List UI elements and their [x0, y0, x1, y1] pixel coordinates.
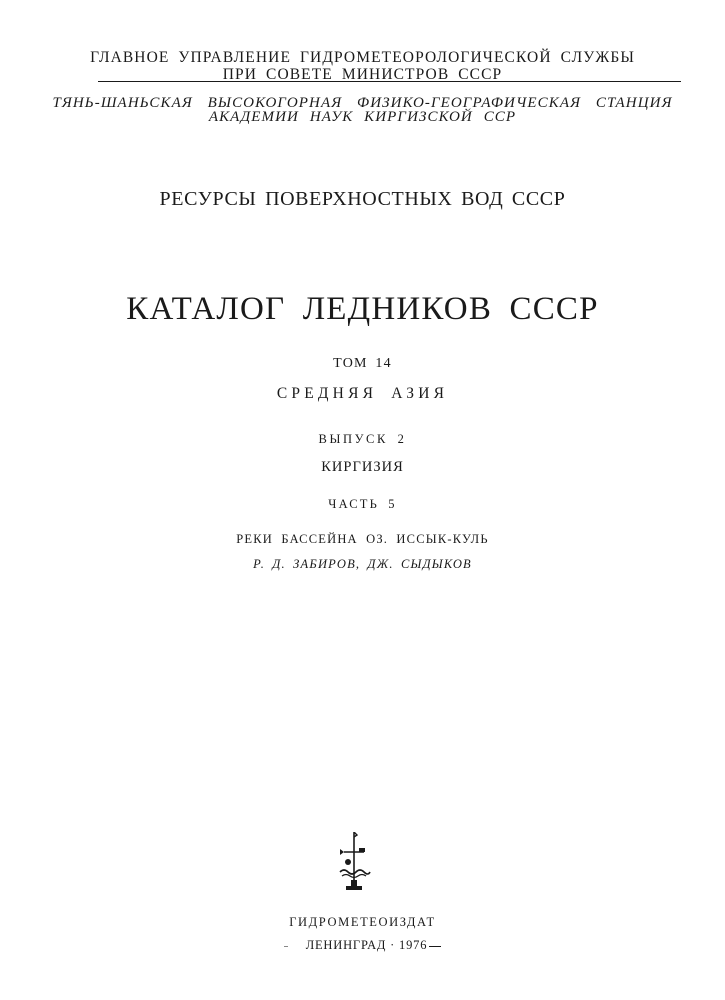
organization-line-2: ПРИ СОВЕТЕ МИНИСТРОВ СССР [222, 66, 503, 83]
region-label: СРЕДНЯЯ АЗИЯ [276, 385, 449, 402]
part-label: ЧАСТЬ 5 [328, 497, 397, 511]
station-line-1: ТЯНЬ-ШАНЬСКАЯ ВЫСОКОГОРНАЯ ФИЗИКО-ГЕОГРАФИЧЕСКАЯ СТАНЦИЯ [52, 95, 673, 111]
underline-mark [429, 946, 441, 947]
main-title: КАТАЛОГ ЛЕДНИКОВ СССР [126, 291, 599, 327]
country-label: КИРГИЗИЯ [321, 459, 404, 475]
city-year-text: ЛЕНИНГРАД · 1976 [305, 938, 428, 952]
series-title: РЕСУРСЫ ПОВЕРХНОСТНЫХ ВОД СССР [159, 188, 566, 210]
volume-label: ТОМ 14 [333, 356, 392, 371]
authors: Р. Д. ЗАБИРОВ, ДЖ. СЫДЫКОВ [253, 557, 472, 571]
city-year [0, 937, 725, 953]
station-line-2: АКАДЕМИИ НАУК КИРГИЗСКОЙ ССР [208, 109, 517, 125]
weather-vane-icon [330, 832, 378, 894]
publisher-name: ГИДРОМЕТЕОИЗДАТ [289, 915, 436, 929]
header-divider [98, 81, 681, 82]
organization-line-1: ГЛАВНОЕ УПРАВЛЕНИЕ ГИДРОМЕТЕОРОЛОГИЧЕСКОЙ СЛУЖБЫ [90, 49, 635, 66]
issue-label: ВЫПУСК 2 [318, 432, 407, 446]
subtitle: РЕКИ БАССЕЙНА ОЗ. ИССЫК-КУЛЬ [236, 532, 489, 546]
underline-mark [284, 946, 288, 947]
